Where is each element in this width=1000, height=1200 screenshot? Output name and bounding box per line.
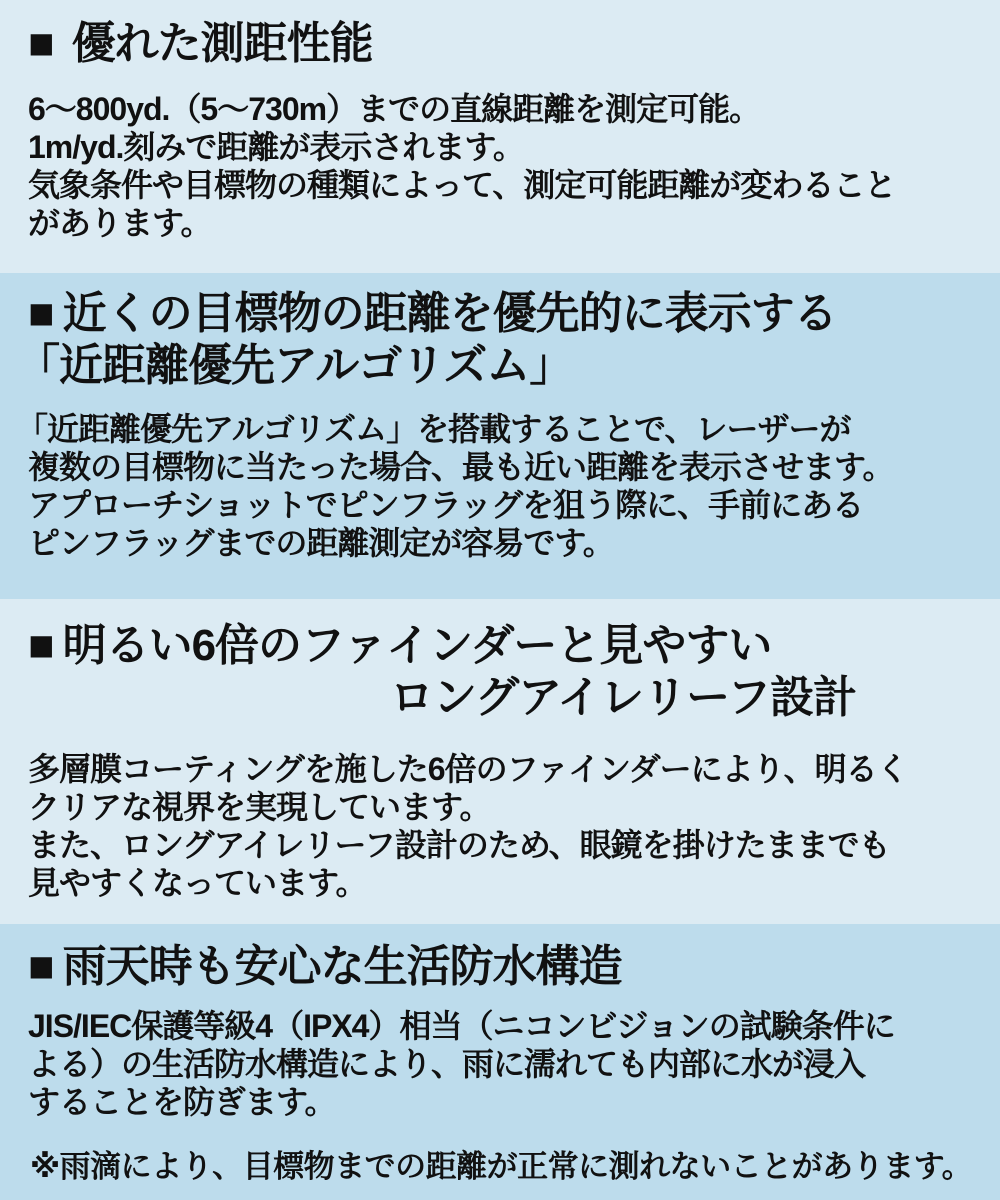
section-heading-text: 優れた測距性能 (71, 19, 373, 68)
section-first-target-priority (0, 273, 1000, 599)
section-body (28, 90, 990, 242)
body-line: 1m/yd.刻みで距離が表示されます。 (28, 129, 524, 165)
raindrop-note: ※雨滴により、目標物までの距離が正常に測れないことがあります。 (30, 1149, 973, 1184)
body-line: アプローチショットでピンフラッグを狙う際に、手前にある (28, 487, 864, 523)
section-heading-text: 雨天時も安心な生活防水構造 (62, 942, 622, 991)
body-line: よる）の生活防水構造により、雨に濡れても内部に水が浸入 (28, 1046, 866, 1082)
section-heading (28, 941, 990, 993)
section-ranging-performance (0, 0, 1000, 273)
body-line: 多層膜コーティングを施した6倍のファインダーにより、明るく (28, 751, 908, 787)
section-heading (28, 620, 990, 724)
body-line: 6～800yd.（5～730m）までの直線距離を測定可能。 (28, 91, 761, 127)
section-heading-text: 「近距離優先アルゴリズム」 (16, 341, 573, 390)
section-heading (28, 18, 990, 70)
bullet-square-icon: ■ (28, 942, 54, 991)
section-body (16, 410, 990, 562)
section-heading-text: 近くの目標物の距離を優先的に表示する (62, 289, 837, 338)
section-heading-text: ロングアイレリーフ設計 (390, 673, 856, 722)
body-line: することを防ぎます。 (28, 1084, 336, 1120)
body-line: クリアな視界を実現しています。 (28, 789, 491, 825)
bullet-square-icon: ■ (28, 289, 54, 338)
section-waterproof (0, 924, 1000, 1200)
section-finder-eye-relief (0, 599, 1000, 924)
body-line: 気象条件や目標物の種類によって、測定可能距離が変わること (28, 167, 896, 203)
body-line: 複数の目標物に当たった場合、最も近い距離を表示させます。 (28, 449, 894, 485)
section-body (28, 750, 990, 902)
body-line: JIS/IEC保護等級4（IPX4）相当（ニコンビジョンの試験条件に (28, 1008, 895, 1044)
bullet-square-icon: ■ (28, 621, 54, 670)
body-line: 見やすくなっています。 (28, 865, 367, 901)
body-line: があります。 (28, 205, 212, 241)
section-body (28, 1007, 990, 1121)
body-line: 「近距離優先アルゴリズム」を搭載することで、レーザーが (16, 411, 851, 447)
body-line: ピンフラッグまでの距離測定が容易です。 (28, 525, 614, 561)
section-heading-text: 明るい6倍のファインダーと見やすい (62, 621, 772, 670)
body-line: また、ロングアイレリーフ設計のため、眼鏡を掛けたままでも (28, 827, 890, 863)
bullet-square-icon: ■ (28, 19, 54, 68)
section-heading (16, 288, 990, 392)
